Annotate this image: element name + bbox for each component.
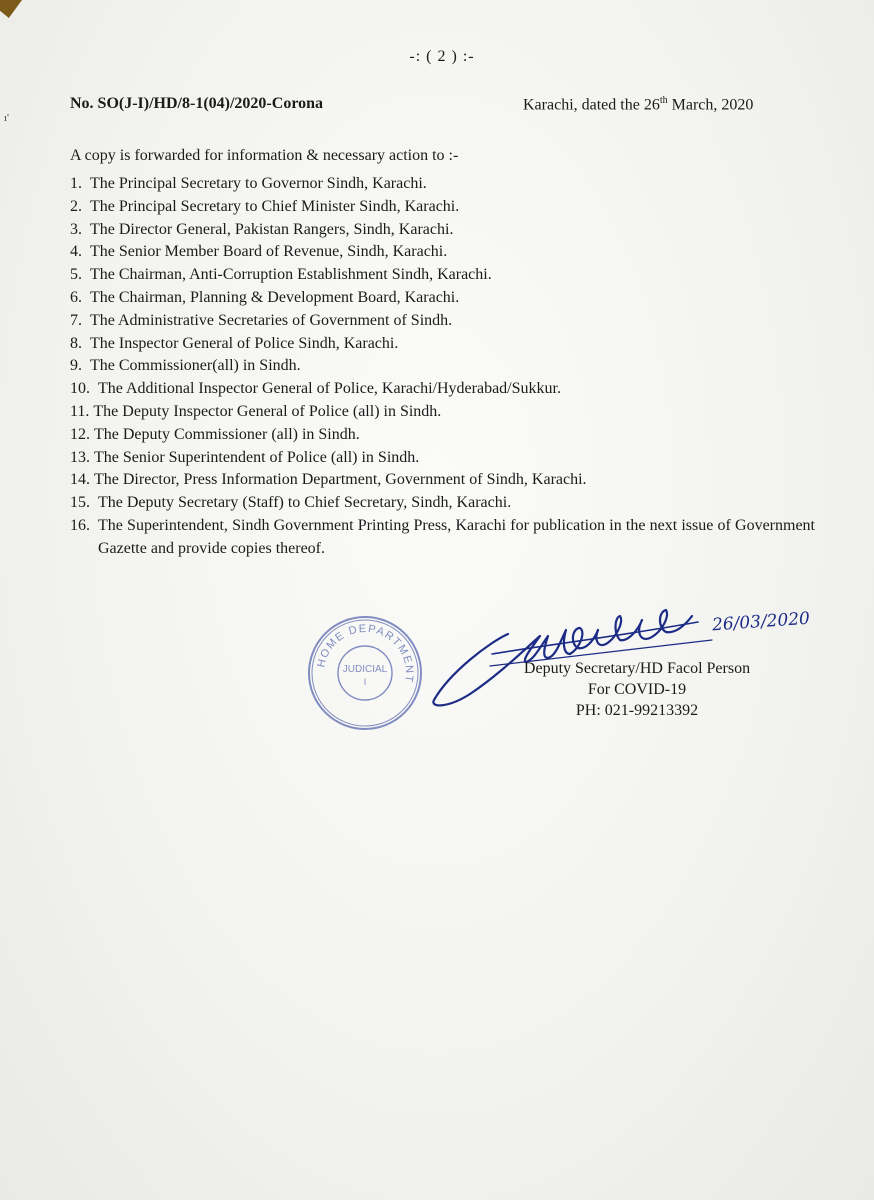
- list-item: [70, 333, 815, 356]
- list-item: [70, 469, 815, 492]
- item-number: 14.: [70, 471, 94, 489]
- item-number: 16.: [70, 516, 98, 534]
- item-number: 9.: [70, 357, 90, 375]
- reference-number: No. SO(J-I)/HD/8-1(04)/2020-Corona: [70, 95, 324, 112]
- item-text: The Deputy Commissioner (all) in Sindh.: [94, 425, 360, 443]
- item-text: The Superintendent, Sindh Government Printing Press, Karachi for publication in the next issue of Government Gazette and provide copies thereof.: [98, 516, 815, 557]
- list-item: [70, 515, 815, 561]
- list-item: [70, 401, 815, 424]
- item-number: 6.: [70, 288, 90, 306]
- item-text: The Director General, Pakistan Rangers, Sindh, Karachi.: [90, 220, 454, 238]
- department-stamp: [300, 608, 430, 738]
- item-text: The Deputy Inspector General of Police (all) in Sindh.: [93, 402, 442, 420]
- date-rest: March, 2020: [667, 96, 754, 114]
- item-number: 5.: [70, 266, 90, 284]
- list-item: [70, 196, 815, 219]
- item-number: 2.: [70, 197, 90, 215]
- item-text: The Senior Member Board of Revenue, Sindh, Karachi.: [90, 243, 448, 261]
- page-corner-mark: [0, 0, 22, 18]
- date-text: Karachi, dated the 26: [523, 96, 660, 114]
- handwritten-date: 26/03/2020: [711, 608, 811, 636]
- item-text: The Chairman, Planning & Development Board, Karachi.: [90, 288, 460, 306]
- item-number: 10.: [70, 380, 98, 398]
- item-number: 8.: [70, 334, 90, 352]
- item-text: The Deputy Secretary (Staff) to Chief Secretary, Sindh, Karachi.: [98, 494, 512, 512]
- item-number: 1.: [70, 175, 90, 192]
- list-item: [70, 355, 815, 378]
- item-text: The Principal Secretary to Governor Sindh, Karachi.: [90, 175, 427, 192]
- page-number: -: ( 2 ) :-: [409, 48, 475, 65]
- list-item: [70, 492, 815, 515]
- item-text: The Principal Secretary to Chief Minister Sindh, Karachi.: [90, 197, 460, 215]
- item-text: The Chairman, Anti-Corruption Establishment Sindh, Karachi.: [90, 266, 492, 284]
- item-number: 4.: [70, 243, 90, 261]
- stamp-ring-text: HOME DEPARTMENT: [315, 622, 416, 685]
- letter-date: [523, 95, 753, 114]
- list-item: [70, 173, 815, 196]
- item-text: The Senior Superintendent of Police (all) in Sindh.: [94, 448, 420, 466]
- list-item: [70, 287, 815, 310]
- item-number: 3.: [70, 220, 90, 238]
- item-number: 12.: [70, 425, 94, 443]
- signatory-designation: Deputy Secretary/HD Facol Person: [523, 660, 751, 677]
- signatory-block: [497, 658, 777, 721]
- list-item: [70, 264, 815, 287]
- list-item: [70, 219, 815, 242]
- forwarding-intro: A copy is forwarded for information & necessary action to :-: [70, 147, 459, 164]
- item-number: 15.: [70, 494, 98, 512]
- recipient-list: [70, 173, 815, 561]
- item-number: 7.: [70, 311, 90, 329]
- stamp-center-sub: I: [363, 677, 367, 687]
- list-item: [70, 424, 815, 447]
- item-number: 13.: [70, 448, 94, 466]
- list-item: [70, 378, 815, 401]
- signatory-role: For COVID-19: [587, 681, 687, 698]
- date-ordinal: th: [659, 95, 668, 106]
- list-item: [70, 310, 815, 333]
- item-text: The Commissioner(all) in Sindh.: [90, 357, 301, 375]
- stamp-center-text: JUDICIAL: [342, 664, 388, 675]
- signatory-phone: PH: 021-99213392: [575, 702, 699, 719]
- item-text: The Additional Inspector General of Police, Karachi/Hyderabad/Sukkur.: [98, 380, 561, 398]
- item-text: The Administrative Secretaries of Government of Sindh.: [90, 311, 453, 329]
- margin-mark: ı': [4, 112, 10, 124]
- item-text: The Inspector General of Police Sindh, Karachi.: [90, 334, 399, 352]
- list-item: [70, 241, 815, 264]
- item-number: 11.: [70, 402, 94, 420]
- list-item: [70, 447, 815, 470]
- item-text: The Director, Press Information Department, Government of Sindh, Karachi.: [94, 471, 587, 489]
